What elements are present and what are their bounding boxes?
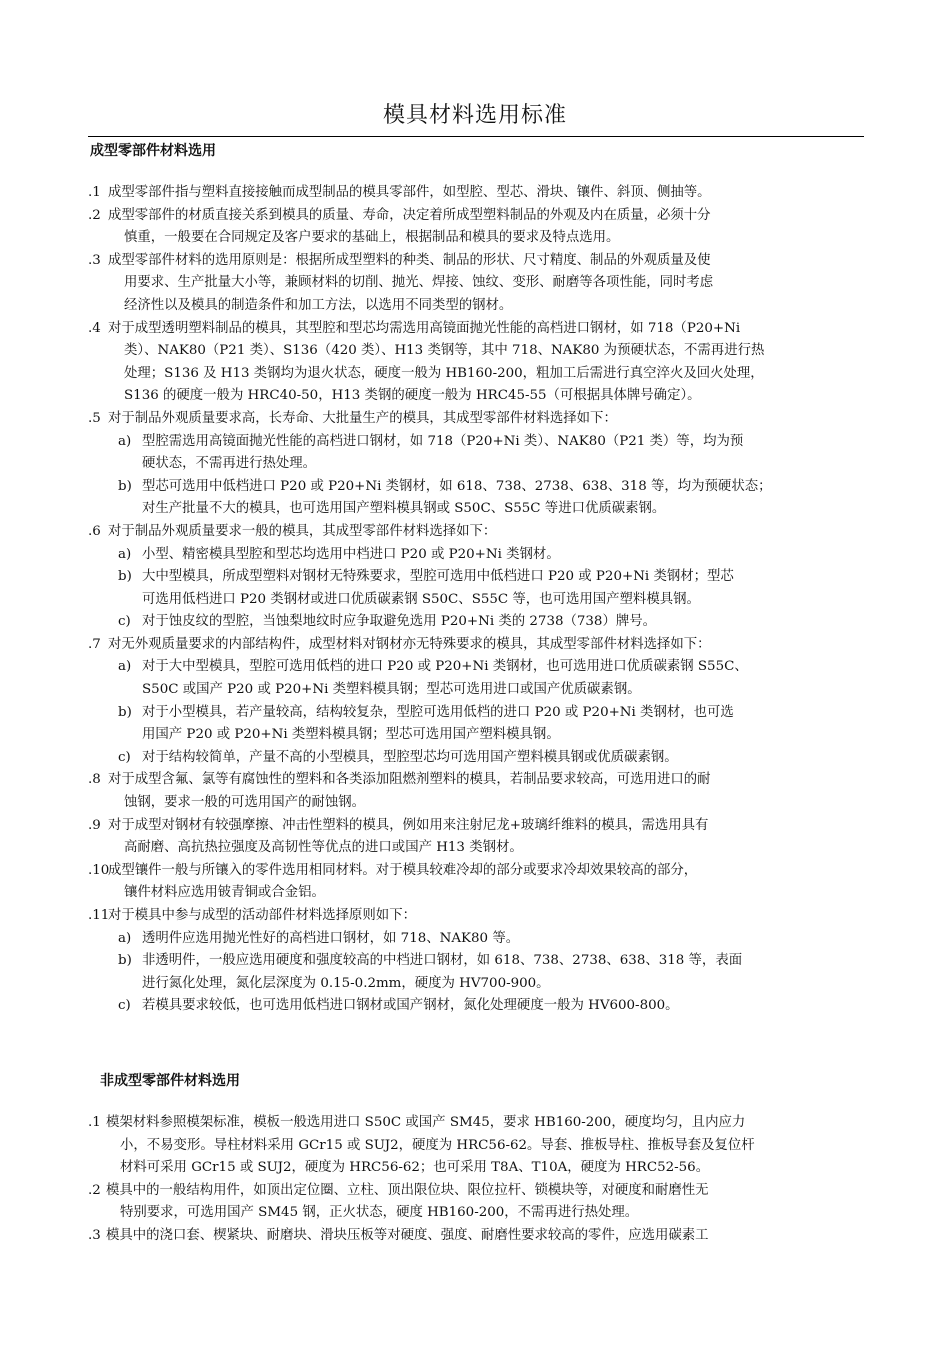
sub-item-text-line: 型腔需选用高镜面抛光性能的高档进口钢材，如 718（P20+Ni 类）、NAK80（P21 类）等，均为预 <box>142 433 744 449</box>
sub-item-label: b) <box>118 478 132 494</box>
sub-item-text-line: 非透明件，一般应选用硬度和强度较高的中档进口钢材，如 618、738、2738、638、318 等，表面 <box>142 953 743 969</box>
section-heading-non-forming-parts: 非成型零部件材料选用 <box>100 1073 240 1089</box>
sub-item-text-line: 对生产批量不大的模具，也可选用国产塑料模具钢或 S50C、S55C 等进口优质碳素钢。 <box>142 501 666 517</box>
sub-item-label: c) <box>118 614 131 630</box>
sub-list-item <box>88 656 864 701</box>
sub-item-text-line: 对于大中型模具，型腔可选用低档的进口 P20 或 P20+Ni 类钢材，也可选用进口优质碳素钢 S55C、 <box>142 659 748 675</box>
sub-item-text-line: 对于蚀皮纹的型腔，当蚀梨地纹时应争取避免选用 P20+Ni 类的 2738（738）牌号。 <box>142 614 657 630</box>
sub-item-label: a) <box>118 433 132 449</box>
sub-item-label: a) <box>118 930 132 946</box>
sub-item-label: b) <box>118 569 132 585</box>
list-item <box>88 318 864 408</box>
sub-list-item <box>88 566 864 611</box>
item-number: .2 <box>88 207 101 223</box>
item-text-line: 对于成型透明塑料制品的模具，其型腔和型芯均需选用高镜面抛光性能的高档进口钢材，如 718（P20+Ni <box>108 320 741 336</box>
sub-list-item <box>88 995 864 1018</box>
list-item <box>88 1112 864 1180</box>
title-divider <box>88 136 864 137</box>
item-number: .1 <box>88 185 101 200</box>
sub-item-label: c) <box>118 998 131 1014</box>
non-forming-parts-list <box>88 1112 864 1248</box>
item-text-line: 高耐磨、高抗热拉强度及高韧性等优点的进口或国产 H13 类钢材。 <box>124 840 523 856</box>
item-text-line: 模具中的一般结构用件，如顶出定位圈、立柱、顶出限位块、限位拉杆、锁模块等，对硬度和耐磨性无 <box>106 1182 709 1198</box>
item-text-line: 处理；S136 及 H13 类钢均为退火状态，硬度一般为 HB160-200，粗加工后需进行真空淬火及回火处理， <box>124 365 764 381</box>
item-number: .11 <box>88 908 110 923</box>
item-text-line: 对于制品外观质量要求一般的模具，其成型零部件材料选择如下： <box>108 523 497 539</box>
page-title: 模具材料选用标准 <box>382 103 567 128</box>
sub-list-item <box>88 431 864 476</box>
sub-item-label: a) <box>118 546 132 562</box>
section-heading-forming-parts: 成型零部件材料选用 <box>90 143 216 159</box>
item-number: .10 <box>88 862 110 878</box>
sub-list-item <box>88 747 864 770</box>
sub-list-item <box>88 950 864 995</box>
list-item <box>88 521 864 544</box>
sub-item-text-line: 可选用低档进口 P20 类钢材或进口优质碳素钢 S50C、S55C 等，也可选用国产塑料模具钢。 <box>142 591 700 607</box>
list-item <box>88 905 864 928</box>
sub-list-item <box>88 544 864 567</box>
item-text-line: 材料可采用 GCr15 或 SUJ2，硬度为 HRC56-62；也可采用 T8A、T10A，硬度为 HRC52-56。 <box>120 1160 710 1176</box>
list-item <box>88 769 864 814</box>
sub-item-label: b) <box>118 953 132 969</box>
sub-item-text-line: 型芯可选用中低档进口 P20 或 P20+Ni 类钢材，如 618、738、2738、638、318 等，均为预硬状态； <box>142 478 772 494</box>
item-number: .7 <box>88 636 101 652</box>
sub-list-item <box>88 476 864 521</box>
list-item <box>88 408 864 431</box>
item-text-line: 成型零部件指与塑料直接接触而成型制品的模具零部件，如型腔、型芯、滑块、镶件、斜顶、侧抽等。 <box>108 185 711 200</box>
item-number: .9 <box>88 817 101 833</box>
item-number: .2 <box>88 1182 101 1198</box>
item-text-line: 对于成型对钢材有较强摩擦、冲击性塑料的模具，例如用来注射尼龙+玻璃纤维料的模具，需选用具有 <box>108 817 709 833</box>
list-item <box>88 634 864 657</box>
sub-list-item <box>88 611 864 634</box>
sub-item-text-line: 对于小型模具，若产量较高，结构较复杂，型腔可选用低档的进口 P20 或 P20+Ni 类钢材，也可选 <box>142 704 734 720</box>
sub-item-text-line: 若模具要求较低，也可选用低档进口钢材或国产钢材，氮化处理硬度一般为 HV600-800。 <box>142 998 679 1014</box>
item-text-line: 成型镶件一般与所镶入的零件选用相同材料。对于模具较难冷却的部分或要求冷却效果较高的部分， <box>108 862 698 878</box>
item-number: .4 <box>88 320 101 336</box>
item-text-line: 成型零部件的材质直接关系到模具的质量、寿命，决定着所成型塑料制品的外观及内在质量，必须十分 <box>108 207 711 223</box>
item-text-line: 慎重，一般要在合同规定及客户要求的基础上，根据制品和模具的要求及特点选用。 <box>124 230 620 246</box>
list-item <box>88 1180 864 1225</box>
item-text-line: 对于制品外观质量要求高，长寿命、大批量生产的模具，其成型零部件材料选择如下： <box>108 410 617 426</box>
item-number: .1 <box>88 1115 101 1130</box>
sub-item-text-line: 进行氮化处理，氮化层深度为 0.15-0.2mm，硬度为 HV700-900。 <box>142 975 550 991</box>
list-item <box>88 205 864 250</box>
item-text-line: 对于模具中参与成型的活动部件材料选择原则如下： <box>108 908 416 923</box>
list-item <box>88 250 864 318</box>
sub-item-label: b) <box>118 704 132 720</box>
sub-item-text-line: 对于结构较简单，产量不高的小型模具，型腔型芯均可选用国产塑料模具钢或优质碳素钢。 <box>142 749 678 765</box>
item-text-line: 特别要求，可选用国产 SM45 钢，正火状态，硬度 HB160-200，不需再进行热处理。 <box>120 1205 639 1221</box>
forming-parts-list <box>88 182 864 1018</box>
sub-item-text-line: 小型、精密模具型腔和型芯均选用中档进口 P20 或 P20+Ni 类钢材。 <box>142 546 560 562</box>
sub-item-text-line: S50C 或国产 P20 或 P20+Ni 类塑料模具钢；型芯可选用进口或国产优质碳素钢。 <box>142 682 641 698</box>
item-text-line: 成型零部件材料的选用原则是：根据所成型塑料的种类、制品的形状、尺寸精度、制品的外观质量及使 <box>108 252 711 268</box>
item-text-line: 小，不易变形。导柱材料采用 GCr15 或 SUJ2，硬度为 HRC56-62。导套、推板导柱、推板导套及复位杆 <box>120 1137 755 1153</box>
sub-item-text-line: 透明件应选用抛光性好的高档进口钢材，如 718、NAK80 等。 <box>142 930 520 946</box>
sub-item-label: c) <box>118 749 131 765</box>
item-text-line: 用要求、生产批量大小等，兼顾材料的切削、抛光、焊接、蚀纹、变形、耐磨等各项性能，同时考虑 <box>124 275 714 291</box>
sub-item-text-line: 用国产 P20 或 P20+Ni 类塑料模具钢；型芯可选用国产塑料模具钢。 <box>142 727 560 743</box>
item-number: .3 <box>88 252 101 268</box>
item-text-line: 镶件材料应选用铍青铜或合金铝。 <box>124 885 325 901</box>
item-number: .6 <box>88 523 101 539</box>
item-number: .5 <box>88 410 101 426</box>
sub-list-item <box>88 928 864 951</box>
item-text-line: 模具中的浇口套、楔紧块、耐磨块、滑块压板等对硬度、强度、耐磨性要求较高的零件，应选用碳素工 <box>106 1227 709 1243</box>
sub-item-text-line: 大中型模具，所成型塑料对钢材无特殊要求，型腔可选用中低档进口 P20 或 P20+Ni 类钢材；型芯 <box>142 569 734 585</box>
sub-item-text-line: 硬状态，不需再进行热处理。 <box>142 456 317 472</box>
item-number: .3 <box>88 1227 101 1243</box>
list-item <box>88 815 864 860</box>
list-item <box>88 1225 864 1248</box>
list-item <box>88 860 864 905</box>
item-text-line: S136 的硬度一般为 HRC40-50，H13 类钢的硬度一般为 HRC45-55（可根据具体牌号确定）。 <box>124 388 701 404</box>
item-text-line: 类）、NAK80（P21 类）、S136（420 类）、H13 类钢等，其中 718、NAK80 为预硬状态，不需再进行热 <box>124 343 765 359</box>
item-text-line: 模架材料参照模架标准，模板一般选用进口 S50C 或国产 SM45，要求 HB160-200，硬度均匀，且内应力 <box>106 1115 746 1130</box>
sub-list-item <box>88 702 864 747</box>
item-text-line: 对于成型含氟、氯等有腐蚀性的塑料和各类添加阻燃剂塑料的模具，若制品要求较高，可选用进口的耐 <box>108 772 711 788</box>
item-text-line: 对无外观质量要求的内部结构件，成型材料对钢材亦无特殊要求的模具，其成型零部件材料选择如下： <box>108 636 711 652</box>
item-text-line: 经济性以及模具的制造条件和加工方法，以选用不同类型的钢材。 <box>124 297 513 313</box>
item-number: .8 <box>88 772 101 788</box>
list-item <box>88 182 864 205</box>
sub-item-label: a) <box>118 659 132 675</box>
item-text-line: 蚀钢，要求一般的可选用国产的耐蚀钢。 <box>124 795 366 811</box>
